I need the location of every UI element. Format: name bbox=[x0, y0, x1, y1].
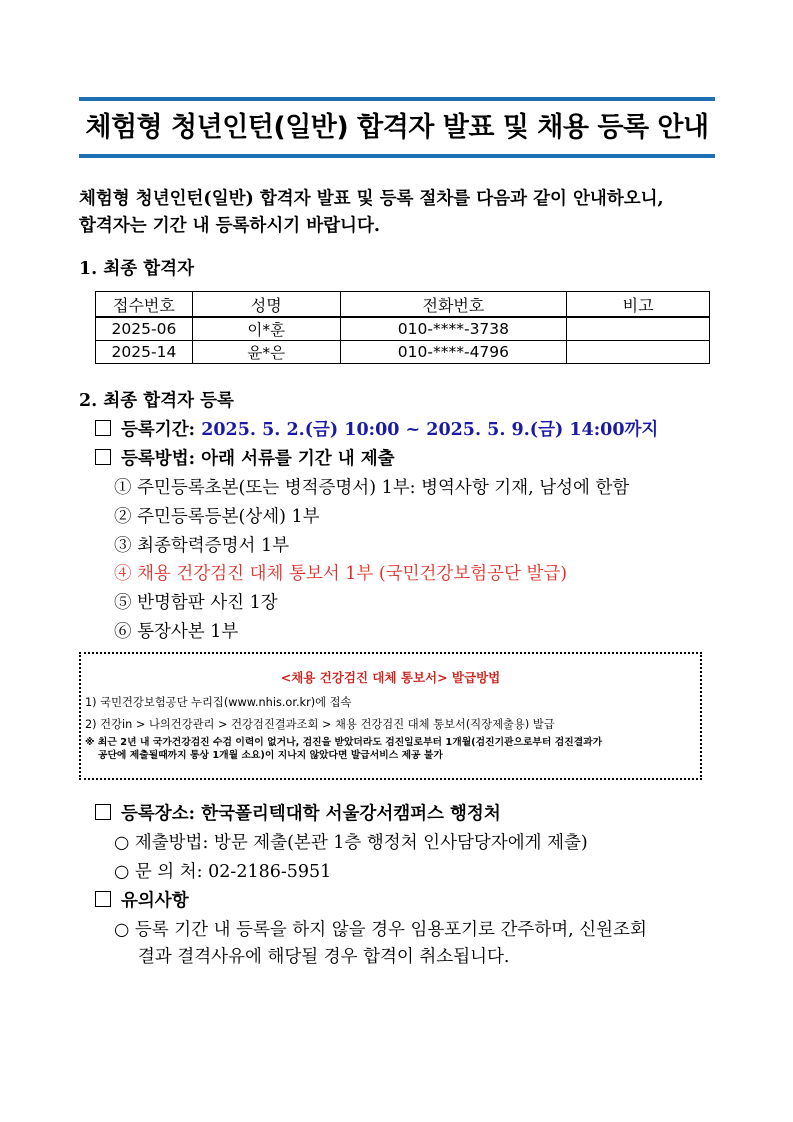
header-remarks: 비고 bbox=[567, 292, 710, 318]
cell-phone: 010-****-4796 bbox=[340, 341, 567, 364]
method-label: 등록방법: 아래 서류를 기간 내 제출 bbox=[121, 449, 395, 469]
header-phone: 전화번호 bbox=[340, 292, 567, 318]
checkbox-square-icon bbox=[95, 449, 111, 465]
cell-name: 이*훈 bbox=[192, 317, 340, 341]
notice-step-1: 1) 국민건강보험공단 누리집(www.nhis.or.kr)에 접속 bbox=[85, 696, 352, 709]
cell-remarks bbox=[567, 341, 710, 364]
title-top-rule bbox=[79, 97, 715, 101]
registration-period bbox=[95, 417, 658, 443]
intro-paragraph bbox=[79, 186, 719, 240]
document-item-1: ① 주민등록초본(또는 병적증명서) 1부: 병역사항 기재, 남성에 한함 bbox=[114, 478, 630, 498]
checkbox-square-icon bbox=[95, 420, 111, 436]
place-label: 등록장소: 한국폴리텍대학 서울강서캠퍼스 행정처 bbox=[121, 804, 501, 824]
finalist-table bbox=[95, 291, 710, 364]
notice-box-title: <채용 건강검진 대체 통보서> 발급방법 bbox=[280, 670, 501, 685]
period-label: 등록기간: bbox=[121, 420, 202, 440]
registration-method bbox=[95, 446, 395, 472]
header-name: 성명 bbox=[192, 292, 340, 318]
cell-name: 윤*은 bbox=[192, 341, 340, 364]
notice-box bbox=[79, 652, 702, 780]
submit-method: ○ 제출방법: 방문 제출(본관 1층 행정처 인사담당자에게 제출) bbox=[114, 833, 588, 853]
period-value: 2025. 5. 2.(금) 10:00 ~ 2025. 5. 9.(금) 14:00까지 bbox=[201, 420, 659, 440]
caution-heading bbox=[95, 888, 189, 914]
caution-label: 유의사항 bbox=[121, 891, 189, 911]
document-item-2: ② 주민등록등본(상세) 1부 bbox=[114, 507, 320, 527]
cell-remarks bbox=[567, 317, 710, 341]
document-item-6: ⑥ 통장사본 1부 bbox=[114, 622, 239, 642]
cell-phone: 010-****-3738 bbox=[340, 317, 567, 341]
intro-line-1: 체험형 청년인턴(일반) 합격자 발표 및 등록 절차를 다음과 같이 안내하오니, bbox=[79, 189, 664, 209]
section-2-heading: 2. 최종 합격자 등록 bbox=[79, 391, 234, 411]
checkbox-square-icon bbox=[95, 804, 111, 820]
section-1-heading: 1. 최종 합격자 bbox=[79, 259, 194, 279]
contact-info: ○ 문 의 처: 02-2186-5951 bbox=[114, 862, 332, 882]
table-header-row bbox=[96, 292, 710, 318]
cell-application-no: 2025-14 bbox=[96, 341, 193, 364]
document-item-5: ⑤ 반명함판 사진 1장 bbox=[114, 593, 278, 613]
notice-note-line-2: 공단에 제출될때까지 통상 1개월 소요)이 지나지 않았다면 발급서비스 제공 불가 bbox=[98, 750, 443, 761]
caution-line-1: ○ 등록 기간 내 등록을 하지 않을 경우 임용포기로 간주하며, 신원조회 bbox=[114, 920, 647, 940]
document-item-4: ④ 채용 건강검진 대체 통보서 1부 (국민건강보험공단 발급) bbox=[114, 564, 568, 584]
intro-line-2: 합격자는 기간 내 등록하시기 바랍니다. bbox=[79, 216, 380, 236]
table-row bbox=[96, 317, 710, 341]
header-application-no: 접수번호 bbox=[96, 292, 193, 318]
page-title: 체험형 청년인턴(일반) 합격자 발표 및 채용 등록 안내 bbox=[85, 112, 709, 143]
checkbox-square-icon bbox=[95, 891, 111, 907]
registration-place bbox=[95, 801, 501, 827]
document-item-3: ③ 최종학력증명서 1부 bbox=[114, 536, 289, 556]
table-row bbox=[96, 341, 710, 364]
caution-line-2: 결과 결격사유에 해당될 경우 합격이 취소됩니다. bbox=[138, 947, 510, 967]
title-bottom-rule bbox=[79, 154, 715, 158]
notice-note-line-1: ※ 최근 2년 내 국가건강검진 수검 이력이 없거나, 검진을 받았더라도 검진일로부터 1개월(검진기관으로부터 검진결과가 bbox=[85, 737, 603, 748]
notice-step-2: 2) 건강in > 나의건강관리 > 건강검진결과조회 > 채용 건강검진 대체 통보서(직장제출용) 발급 bbox=[85, 718, 555, 731]
cell-application-no: 2025-06 bbox=[96, 317, 193, 341]
